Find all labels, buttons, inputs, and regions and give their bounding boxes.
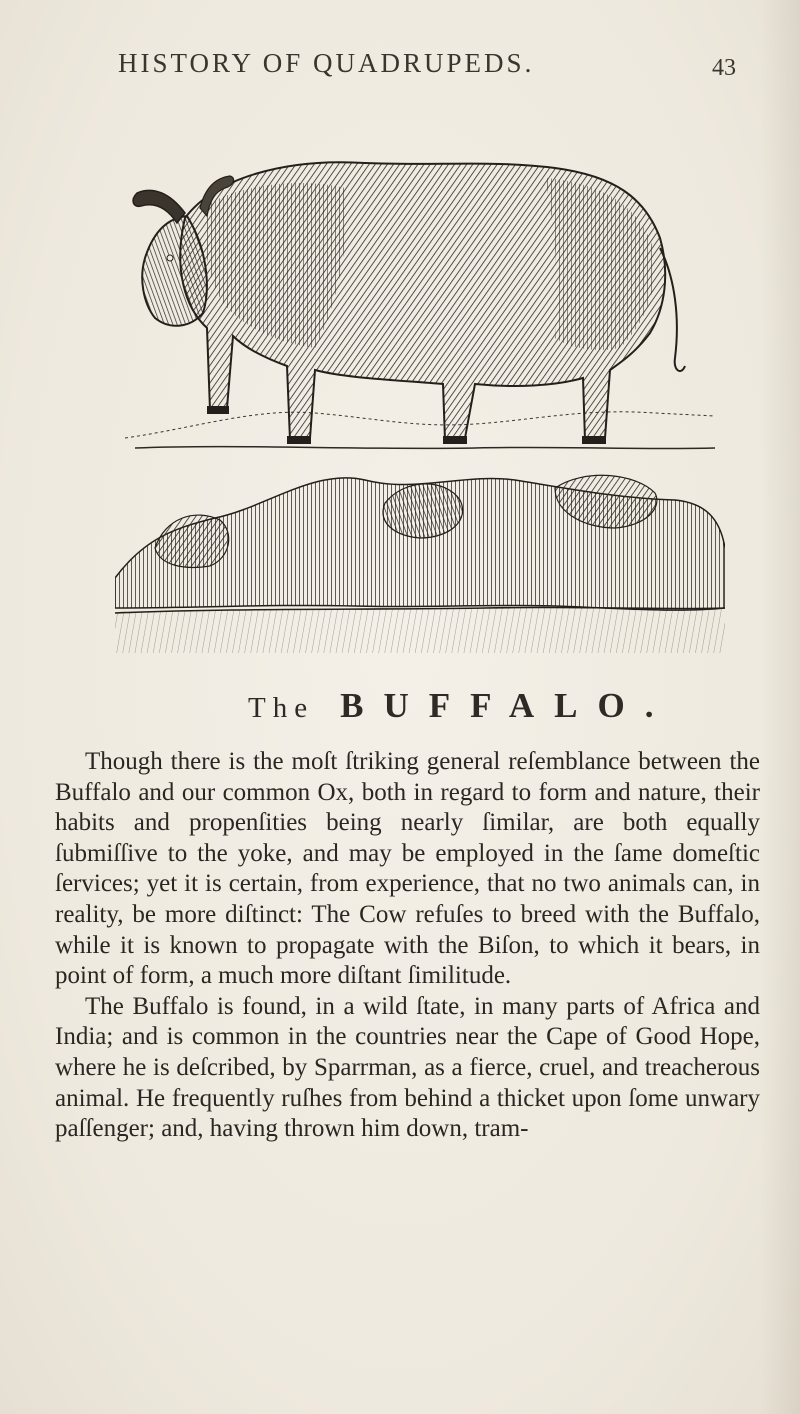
- page-edge-shadow: [760, 0, 800, 1414]
- ground-line: [135, 447, 715, 449]
- buffalo-eye: [167, 255, 173, 261]
- paragraph: The Buffalo is found, in a wild ſtate, in many parts of Africa and India; and is common in the countries near the Cape of Good Hope, where he is deſcribed, by Sparrman, as a fierce, cruel, and treacherous animal. He frequently ruſhes from behind a thicket upon ſome unwary paſſenger; and, having thrown him down, tram-: [55, 992, 760, 1143]
- caption-prefix: The: [248, 692, 315, 724]
- buffalo-engraving: [115, 108, 725, 653]
- buffalo-horn: [133, 190, 185, 223]
- figure-caption: [248, 686, 673, 726]
- shrub-left: [155, 515, 229, 567]
- page-number: 43: [712, 55, 736, 81]
- caption-title: BUFFALO.: [340, 686, 674, 725]
- background-hills: [125, 412, 715, 438]
- hoof: [582, 436, 606, 444]
- paragraph: Though there is the moſt ſtriking general reſemblance between the Buffalo and our common Ox, both in regard to form and nature, their habits and propenſities being nearly ſimilar, are both equally ſubmiſſive to the yoke, and may be employed in the ſame domeſtic ſervices; yet it is certain, from experience, that no two animals can, in reality, be more diſtinct: The Cow refuſes to breed with the Buffalo, while it is known to propagate with the Biſon, to which it bears, in point of form, a much more diſtant ſimilitude.: [55, 748, 760, 990]
- hoof: [207, 406, 229, 414]
- running-head: HISTORY OF QUADRUPEDS.: [118, 48, 535, 78]
- hoof: [443, 436, 467, 444]
- body-text: [55, 747, 760, 1145]
- hoof: [287, 436, 311, 444]
- lower-ground: [115, 607, 725, 653]
